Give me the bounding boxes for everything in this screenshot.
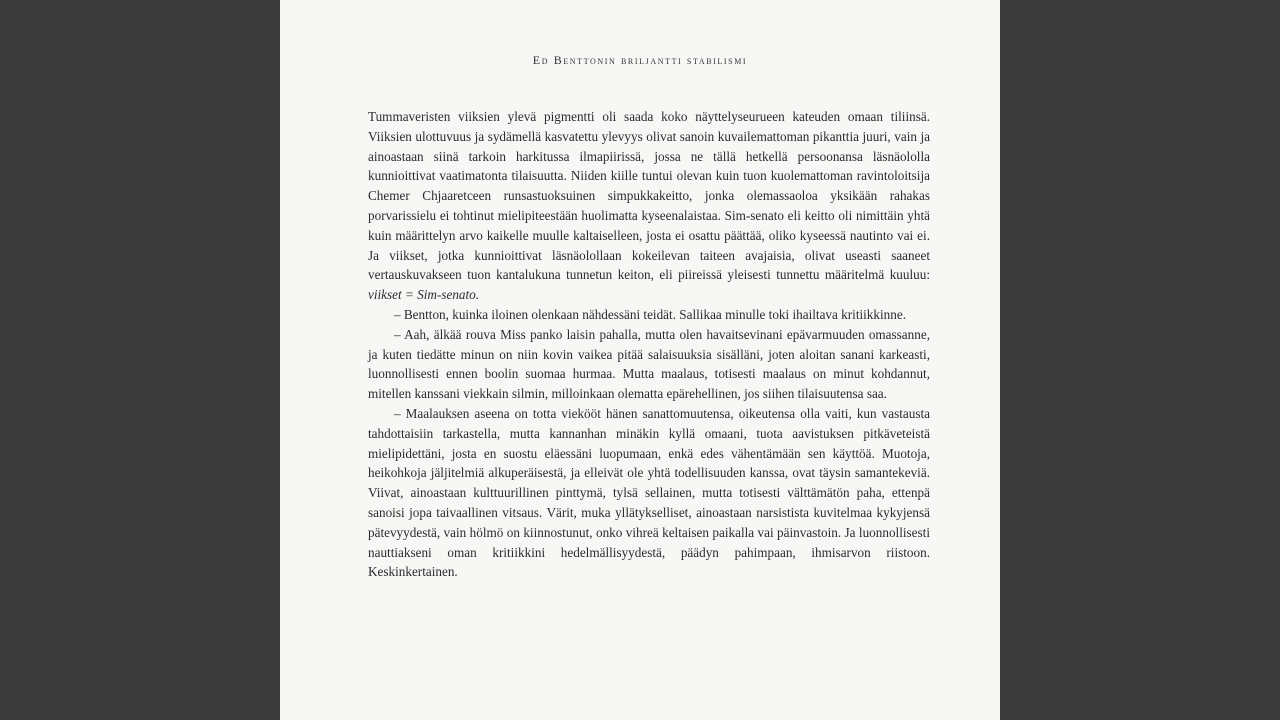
paragraph-3: – Aah, älkää rouva Miss panko laisin pahalla, mutta olen havaitsevinani epävarmuuden omassanne, ja kuten tiedätte minun on niin kovin vaikea pitää salaisuuksia sisälläni, joten aloitan sanani karkeasti, luonnollisesti ennen boolin suomaa hurmaa. Mutta maalaus, totisesti maalaus on minut kohdannut, mitellen kanssani viekkain silmin, milloinkaan olematta epärehellinen, jos siihen tilaisuutensa saa. [368, 326, 930, 402]
paragraph-1-text: Tummaveristen viiksien ylevä pigmentti oli saada koko näyttelyseurueen kateuden omaan tiliinsä. Viiksien ulottuvuus ja sydämellä kasvatettu ylevyys olivat sanoin kuvailemattoman pikanttia juuri, vain ja ainoastaan siinä tarkoin harkitussa ilmapiirissä, jossa ne tällä hetkellä persoonansa läsnäololla kunnioittivat vaatimatonta tilaisuutta. Niiden kiille tuntui olevan kuin tuon kuolemattoman ravintoloitsija Chemer Chjaaretceen runsastuoksuinen simpukkakeitto, jonka olemassaoloa yksikään rahakas porvarissielu ei tohtinut mielipiteestään huolimatta kyseenalaistaa. Sim-senato eli keitto oli nimittäin yhtä kuin määrittelyn arvo kaikelle muulle kaltaiselleen, josta ei osattu päättää, oliko kyseessä nautinto vai ei. Ja viikset, jotka kunnioittivat läsnäolollaan kokeilevan taiteen avajaisia, olivat useasti saaneet vertauskuvakseen tuon kantalukuna tunnetun keiton, eli piireissä yleisesti tunnettu määritelmä kuuluu: [368, 109, 930, 283]
definition-emphasis: viikset = Sim-senato. [368, 287, 480, 303]
paragraph-4: – Maalauksen aseena on totta viekööt hänen sanattomuutensa, oikeutensa olla vaiti, kun vastausta tahdottaisiin tarkastella, mutta kannanhan minäkin kyllä omaani, tuota aavistuksen pitkäveteistä mielipidettäni, josta en suostu eläessäni luopumaan, enkä edes vähentämään sen käyttöä. Muotoja, heikohkoja jäljitelmiä alkuperäisestä, ja elleivät ole yhtä todellisuuden kanssa, ovat täysin samantekeviä. Viivat, ainoastaan kulttuurillinen pinttymä, tylsä sellainen, mutta totisesti välttämätön paha, ettenpä sanoisi jopa taivaallinen vitsaus. Värit, muka yllätykselliset, ainoastaan narsistista kuvitelmaa kykyjensä pätevyydestä, vain hölmö on kiinnostunut, onko vihreä keltaisen paikalla vai päinvastoin. Ja luonnollisesti nauttiakseni oman kritiikkini hedelmällisyydestä, päädyn pahimpaan, ihmisarvon riistoon. Keskinkertainen. [368, 405, 930, 580]
paragraph-2: – Bentton, kuinka iloinen olenkaan nähdessäni teidät. Sallikaa minulle toki ihailtava kritiikkinne. [394, 306, 907, 322]
running-head: Ed Benttonin briljantti stabilismi [532, 53, 748, 67]
paragraph-1 [368, 107, 930, 305]
book-page [280, 0, 1000, 720]
body-text [368, 107, 930, 582]
